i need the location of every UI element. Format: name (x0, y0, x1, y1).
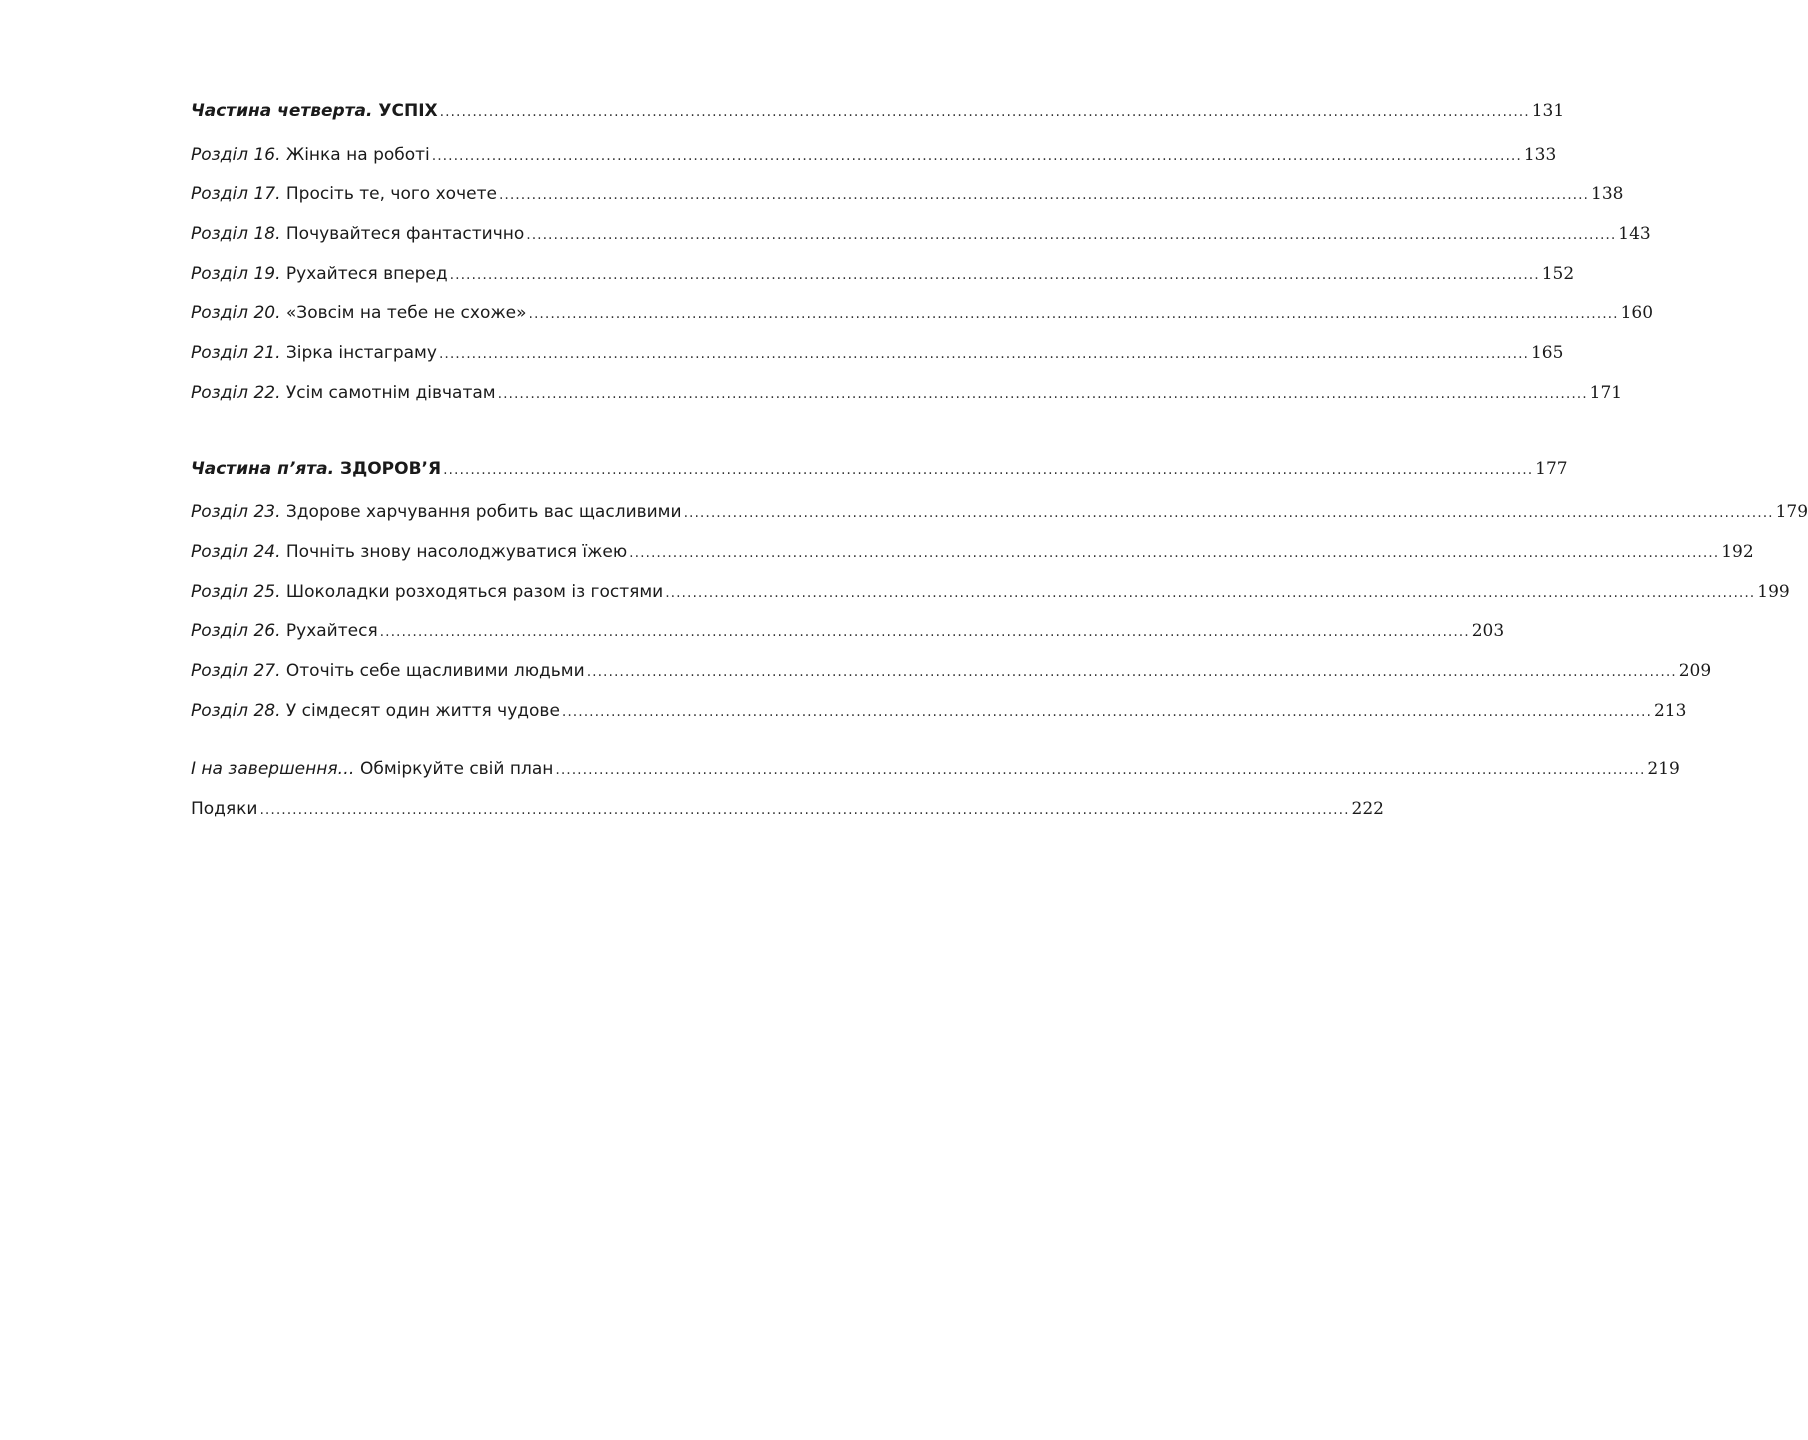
chapter-title: Зірка інстаграму (285, 343, 437, 364)
chapter-prefix: Розділ 23. (191, 502, 281, 523)
dot-leader: ........................................................................................................................................................................................................ (379, 624, 1470, 641)
chapter-prefix: Розділ 20. (191, 303, 281, 324)
dot-leader: ........................................................................................................................................................................................................ (449, 266, 1540, 283)
page-number: 177 (1535, 458, 1568, 479)
dot-leader: ........................................................................................................................................................................................................ (586, 663, 1677, 680)
page-number: 209 (1678, 660, 1712, 681)
page-number: 222 (1351, 799, 1384, 819)
table-of-contents (191, 92, 1808, 830)
chapter-title: Жінка на роботі (285, 144, 430, 165)
toc-chapter-17[interactable] (191, 175, 1624, 215)
page-number: 203 (1471, 621, 1505, 642)
chapter-prefix: Розділ 16. (191, 144, 281, 165)
page-number: 179 (1775, 502, 1808, 523)
toc-part-health[interactable] (191, 450, 1568, 490)
toc-chapter-20[interactable] (191, 294, 1654, 334)
chapter-title: У сімдесят один життя чудове (285, 700, 560, 721)
toc-chapter-21[interactable] (191, 334, 1564, 374)
toc-chapter-26[interactable] (191, 612, 1505, 652)
part-prefix: Частина п’ята. (191, 458, 335, 479)
chapter-prefix: Розділ 26. (191, 621, 281, 642)
page-number: 131 (1531, 101, 1565, 121)
chapter-prefix: Розділ 18. (191, 224, 281, 245)
part-prefix: Частина четверта. (191, 101, 373, 121)
page-number: 152 (1541, 263, 1575, 284)
chapter-prefix: Розділ 27. (191, 660, 281, 681)
acknowledgements-title: Подяки (191, 799, 258, 819)
page-number: 213 (1653, 700, 1687, 721)
dot-leader: ........................................................................................................................................................................................................ (683, 505, 1774, 522)
chapter-prefix: Розділ 17. (191, 184, 281, 205)
chapter-title: Почувайтеся фантастично (285, 224, 525, 245)
chapter-title: Шоколадки розходяться разом із гостями (285, 581, 664, 602)
page-number: 199 (1757, 581, 1790, 602)
toc-chapter-22[interactable] (191, 374, 1623, 414)
toc-chapter-16[interactable] (191, 136, 1557, 176)
dot-leader: ........................................................................................................................................................................................................ (665, 584, 1756, 601)
chapter-title: Почніть знову насолоджуватися їжею (285, 541, 628, 562)
page-number: 138 (1591, 184, 1624, 205)
chapter-prefix: Розділ 19. (191, 263, 281, 284)
toc-chapter-24[interactable] (191, 533, 1754, 573)
dot-leader: ........................................................................................................................................................................................................ (561, 703, 1652, 720)
chapter-prefix: Розділ 28. (191, 700, 281, 721)
dot-leader: ........................................................................................................................................................................................................ (526, 227, 1617, 244)
page-number: 165 (1530, 343, 1564, 364)
dot-leader: ........................................................................................................................................................................................................ (528, 306, 1619, 323)
toc-closing[interactable] (191, 750, 1680, 790)
closing-title: Обміркуйте свій план (359, 759, 554, 780)
chapter-prefix: Розділ 24. (191, 541, 281, 562)
toc-chapter-25[interactable] (191, 573, 1790, 613)
dot-leader: ........................................................................................................................................................................................................ (259, 802, 1350, 818)
dot-leader: ........................................................................................................................................................................................................ (439, 104, 1530, 120)
chapter-title: Здорове харчування робить вас щасливими (285, 502, 682, 523)
toc-chapter-18[interactable] (191, 215, 1651, 255)
chapter-prefix: Розділ 25. (191, 581, 281, 602)
chapter-title: Рухайтеся вперед (285, 263, 448, 284)
dot-leader: ........................................................................................................................................................................................................ (498, 187, 1589, 204)
part-title: УСПІХ (378, 101, 438, 121)
page-number: 192 (1721, 541, 1754, 562)
page-number: 143 (1618, 224, 1651, 245)
dot-leader: ........................................................................................................................................................................................................ (438, 346, 1529, 363)
chapter-prefix: Розділ 21. (191, 343, 281, 364)
toc-part-success[interactable] (191, 92, 1565, 132)
dot-leader: ........................................................................................................................................................................................................ (629, 544, 1720, 561)
chapter-title: Усім самотнім дівчатам (285, 382, 496, 403)
toc-chapter-28[interactable] (191, 692, 1687, 732)
dot-leader: ........................................................................................................................................................................................................ (443, 461, 1534, 478)
dot-leader: ........................................................................................................................................................................................................ (555, 762, 1646, 779)
chapter-prefix: Розділ 22. (191, 382, 281, 403)
chapter-title: Оточіть себе щасливими людьми (285, 660, 585, 681)
dot-leader: ........................................................................................................................................................................................................ (431, 147, 1522, 164)
page-number: 160 (1620, 303, 1654, 324)
toc-acknowledgements[interactable] (191, 790, 1384, 830)
dot-leader: ........................................................................................................................................................................................................ (497, 385, 1588, 402)
part-title: ЗДОРОВ’Я (340, 458, 442, 479)
closing-prefix: І на завершення… (191, 759, 355, 780)
chapter-title: Рухайтеся (285, 621, 378, 642)
page-number: 133 (1523, 144, 1557, 165)
toc-chapter-19[interactable] (191, 255, 1575, 295)
toc-chapter-27[interactable] (191, 652, 1712, 692)
page-number: 171 (1589, 382, 1623, 403)
page-number: 219 (1647, 759, 1680, 780)
chapter-title: «Зовсім на тебе не схоже» (285, 303, 527, 324)
chapter-title: Просіть те, чого хочете (285, 184, 497, 205)
toc-chapter-23[interactable] (191, 493, 1808, 533)
